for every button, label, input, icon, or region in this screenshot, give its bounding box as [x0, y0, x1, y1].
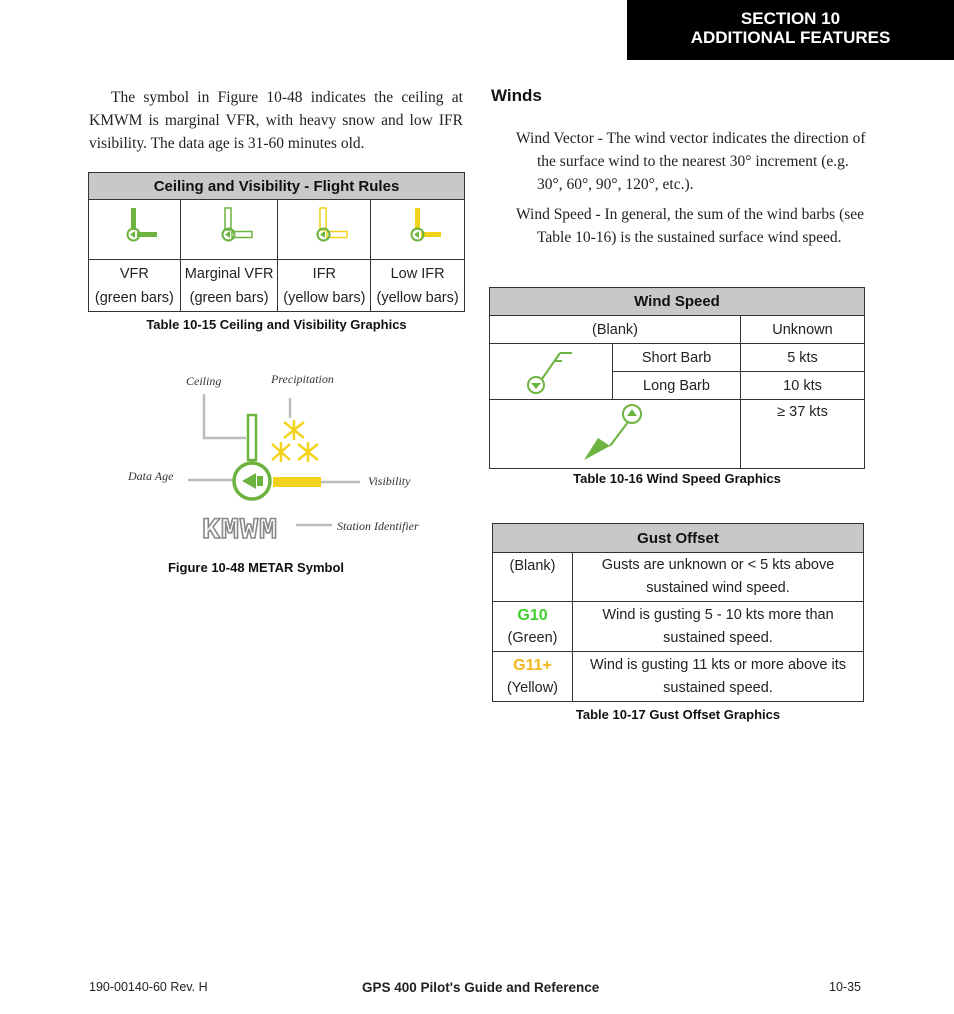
- vfr-icon: [89, 200, 181, 260]
- wind-vector-text: Wind Vector - The wind vector indicates the direction of the surface wind to the nearest 30° increment (e.g. 30°, 60°, 90°, 120°, etc.).: [516, 130, 866, 193]
- fig-label-precipitation: Precipitation: [271, 372, 334, 386]
- table17-caption: Table 10-17 Gust Offset Graphics: [575, 707, 781, 722]
- vfr-label: VFR (green bars): [89, 260, 181, 312]
- ifr-icon: [278, 200, 371, 260]
- table15-title: Ceiling and Visibility - Flight Rules: [89, 173, 465, 200]
- wind-speed-table: [489, 287, 865, 469]
- barb-icon: [490, 344, 613, 400]
- fig-label-ceiling: Ceiling: [186, 374, 222, 388]
- station-id-text: KMWM: [202, 514, 279, 548]
- gust-g11-cell: [493, 652, 573, 702]
- footer-doc-number: 190-00140-60 Rev. H: [89, 980, 208, 994]
- gust-offset-table: [492, 523, 864, 702]
- flag-icon: [490, 400, 741, 469]
- marginal-vfr-label: Marginal VFR (green bars): [180, 260, 278, 312]
- ceiling-visibility-table: [88, 172, 465, 312]
- ifr-label: IFR (yellow bars): [278, 260, 371, 312]
- wind-unknown-cell: Unknown: [741, 316, 865, 344]
- fig-label-visibility: Visibility: [368, 474, 411, 488]
- short-barb-label: Short Barb: [613, 344, 741, 372]
- intro-paragraph: The symbol in Figure 10-48 indicates the ceiling at KMWM is marginal VFR, with heavy snow and low IFR visibility. The data age is 31-60 minutes old.: [89, 89, 463, 152]
- g10-color: (Green): [507, 629, 558, 646]
- table16-caption: Table 10-16 Wind Speed Graphics: [573, 471, 781, 486]
- footer-title: GPS 400 Pilot's Guide and Reference: [362, 980, 600, 995]
- low-ifr-label: Low IFR (yellow bars): [371, 260, 465, 312]
- marginal-vfr-icon: [180, 200, 278, 260]
- table15-caption: Table 10-15 Ceiling and Visibility Graphics: [146, 317, 407, 332]
- gust-blank-cell: (Blank): [493, 553, 573, 602]
- wind-speed-text: Wind Speed - In general, the sum of the wind barbs (see Table 10-16) is the sustained surface wind speed.: [516, 206, 865, 246]
- metar-symbol-figure: [180, 380, 370, 550]
- section-number: SECTION 10: [740, 9, 841, 28]
- table16-title: Wind Speed: [490, 288, 865, 316]
- short-barb-value: 5 kts: [741, 344, 865, 372]
- gust-blank-desc: Gusts are unknown or < 5 kts above sustained wind speed.: [573, 553, 864, 602]
- gust-g11-desc: Wind is gusting 11 kts or more above its sustained speed.: [573, 652, 864, 702]
- fig-label-data-age: Data Age: [128, 469, 174, 483]
- low-ifr-icon: [371, 200, 465, 260]
- gust-g10-desc: Wind is gusting 5 - 10 kts more than sustained speed.: [573, 602, 864, 652]
- winds-heading: Winds: [491, 86, 542, 105]
- table17-title: Gust Offset: [493, 524, 864, 553]
- section-header: [627, 0, 954, 60]
- long-barb-label: Long Barb: [613, 372, 741, 400]
- figure-caption: Figure 10-48 METAR Symbol: [167, 560, 344, 575]
- g11-color: (Yellow): [506, 679, 559, 696]
- flag-value: ≥ 37 kts: [741, 400, 865, 469]
- footer-page-number: 10-35: [829, 980, 861, 994]
- g11-code: G11+: [513, 656, 552, 674]
- section-title: ADDITIONAL FEATURES: [690, 28, 891, 47]
- long-barb-value: 10 kts: [741, 372, 865, 400]
- fig-label-station-identifier: Station Identifier: [337, 519, 419, 533]
- g10-code: G10: [517, 606, 548, 624]
- gust-g10-cell: [493, 602, 573, 652]
- wind-blank-cell: (Blank): [490, 316, 741, 344]
